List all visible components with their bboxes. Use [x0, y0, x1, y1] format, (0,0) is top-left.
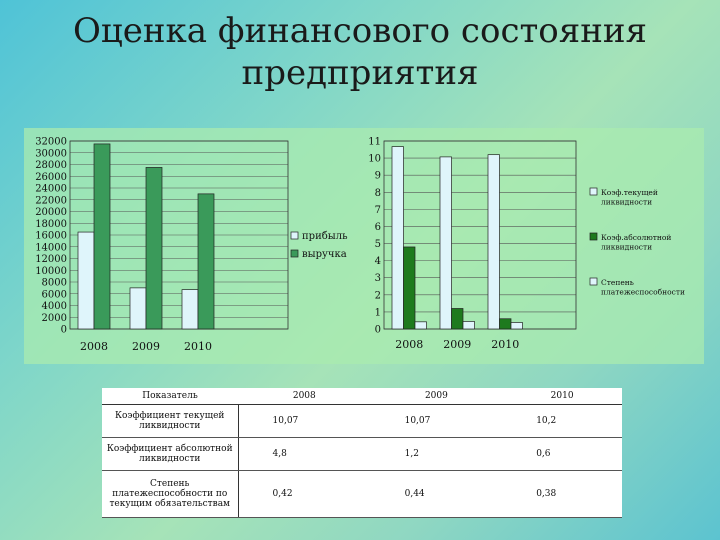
y-tick-label: 14000: [35, 242, 67, 254]
y-tick-label: 3: [374, 273, 381, 285]
x-tick-label: 2008: [80, 340, 108, 353]
row-indicator-name: Коэффициент абсолютной ликвидности: [102, 437, 238, 470]
bar: [488, 155, 500, 329]
liquidity-chart: [368, 137, 685, 352]
legend-label: прибыль: [302, 231, 348, 242]
bar: [182, 290, 198, 329]
bar: [78, 232, 94, 329]
bar: [198, 194, 214, 329]
row-indicator-name: Степень платежеспособности по текущим обязательствам: [102, 471, 238, 518]
y-tick-label: 16000: [35, 230, 67, 242]
legend-label: выручка: [302, 249, 347, 260]
bar: [511, 323, 523, 329]
cell-2010: 0,38: [502, 471, 622, 518]
y-tick-label: 28000: [35, 160, 67, 171]
row-indicator-name: Коэффициент текущей ликвидности: [102, 404, 238, 437]
charts-svg: [24, 128, 704, 364]
y-tick-label: 5: [374, 239, 381, 251]
y-tick-label: 2: [374, 290, 381, 302]
legend-swatch: [291, 250, 298, 257]
y-tick-label: 4000: [41, 301, 67, 312]
y-tick-label: 12000: [35, 254, 67, 265]
x-tick-label: 2009: [132, 340, 160, 353]
y-tick-label: 18000: [35, 218, 67, 230]
y-tick-label: 4: [374, 256, 381, 268]
y-tick-label: 11: [368, 136, 381, 148]
table-row: [102, 471, 622, 518]
y-tick-label: 6000: [41, 289, 67, 301]
y-tick-label: 7: [374, 204, 381, 216]
bar: [463, 321, 475, 329]
y-tick-label: 2000: [41, 312, 67, 324]
cell-2008: 10,07: [238, 404, 371, 437]
y-tick-label: 10: [368, 153, 381, 165]
y-tick-label: 1: [374, 307, 381, 319]
legend-label: Коэф.абсолютной ликвидности: [601, 233, 672, 252]
y-tick-label: 32000: [35, 136, 67, 148]
header-2010: 2010: [502, 388, 622, 404]
bar: [452, 308, 464, 329]
y-tick-label: 9: [374, 170, 381, 182]
x-tick-label: 2010: [491, 338, 520, 351]
bar: [392, 147, 404, 329]
bar: [404, 247, 416, 329]
table-row: [102, 404, 622, 437]
header-indicator: Показатель: [102, 388, 238, 404]
y-tick-label: 0: [374, 324, 381, 336]
profit-revenue-chart: [35, 137, 348, 354]
y-tick-label: 30000: [35, 148, 67, 160]
cell-2010: 10,2: [502, 404, 622, 437]
header-2008: 2008: [238, 388, 371, 404]
x-tick-label: 2009: [443, 338, 472, 351]
bar: [500, 319, 512, 329]
indicators-table: [102, 388, 622, 518]
x-tick-label: 2008: [395, 338, 424, 351]
y-tick-label: 10000: [35, 265, 67, 277]
x-tick-label: 2010: [184, 340, 212, 353]
legend-swatch: [291, 232, 298, 239]
y-tick-label: 8000: [41, 277, 67, 289]
bar: [130, 288, 146, 329]
y-tick-label: 8: [374, 187, 381, 199]
header-2009: 2009: [371, 388, 503, 404]
cell-2008: 4,8: [238, 437, 371, 470]
bar: [94, 144, 110, 329]
cell-2009: 0,44: [371, 471, 503, 518]
legend-swatch: [590, 278, 597, 285]
y-tick-label: 24000: [35, 183, 67, 195]
legend-swatch: [590, 188, 597, 195]
y-tick-label: 6: [374, 221, 381, 233]
legend-label: Степень платежеспособности: [601, 278, 685, 297]
bar: [440, 157, 452, 329]
cell-2010: 0,6: [502, 437, 622, 470]
y-tick-label: 20000: [35, 207, 67, 218]
y-tick-label: 26000: [35, 171, 67, 183]
legend-swatch: [590, 233, 597, 240]
y-tick-label: 0: [60, 324, 67, 336]
cell-2009: 10,07: [371, 404, 503, 437]
bar: [415, 322, 427, 329]
y-tick-label: 22000: [35, 195, 67, 207]
page-title: Оценка финансового состояния предприятия: [73, 11, 647, 93]
charts-panel: [24, 128, 704, 364]
cell-2008: 0,42: [238, 471, 371, 518]
bar: [146, 167, 162, 329]
table-row: [102, 437, 622, 470]
legend-label: Коэф.текущей ликвидности: [601, 188, 658, 207]
cell-2009: 1,2: [371, 437, 503, 470]
